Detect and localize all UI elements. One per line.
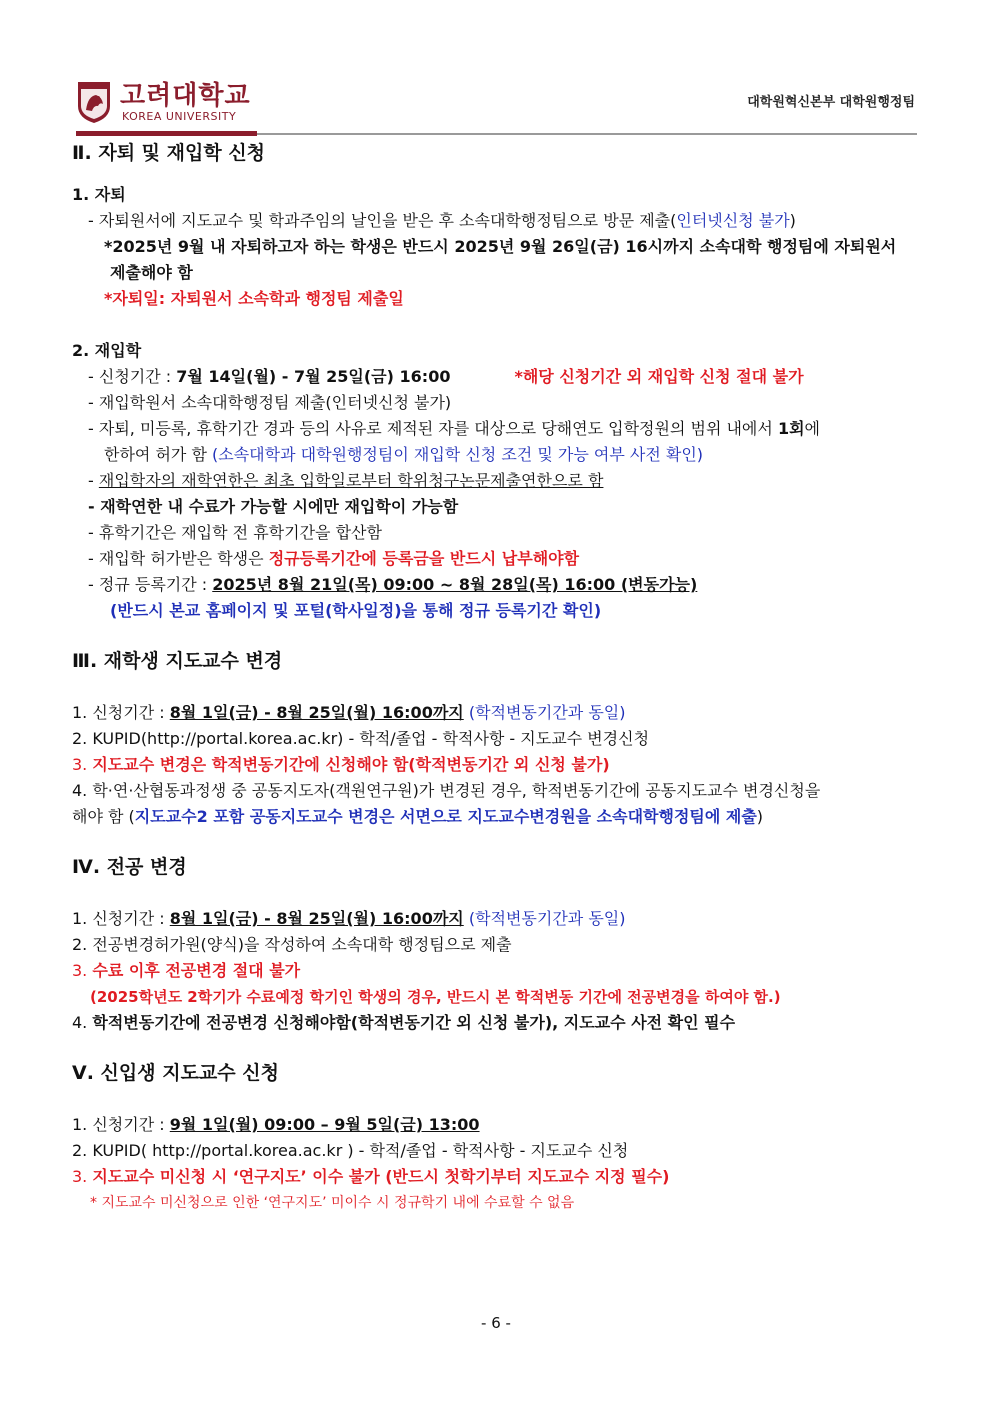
subsection-title-withdrawal: 1. 자퇴: [72, 185, 126, 204]
readmission-line-1: - 신청기간 : 7월 14일(월) - 7월 25일(금) 16:00 *해당 신청기간 외 재입학 신청 절대 불가: [88, 367, 804, 386]
section-title-major-change: Ⅳ. 전공 변경: [72, 856, 187, 878]
advisor-change-line-1: 1. 신청기간 : 8월 1일(금) - 8월 25일(월) 16:00까지 (학적변동기간과 동일): [72, 703, 626, 722]
readmission-line-6: - 재학연한 내 수료가 가능할 시에만 재입학이 가능함: [88, 497, 459, 516]
section-title-advisor-change: Ⅲ. 재학생 지도교수 변경: [72, 650, 283, 672]
withdrawal-line-2: *2025년 9월 내 자퇴하고자 하는 학생은 반드시 2025년 9월 26일(금) 16시까지 소속대학 행정팀에 자퇴원서: [104, 237, 897, 256]
section-title-freshman-advisor: Ⅴ. 신입생 지도교수 신청: [72, 1062, 279, 1084]
major-change-line-5: 4. 학적변동기간에 전공변경 신청해야함(학적변동기간 외 신청 불가), 지도교수 사전 확인 필수: [72, 1013, 736, 1032]
subsection-title-readmission: 2. 재입학: [72, 341, 142, 360]
readmission-line-4: 한하여 허가 함 (소속대학과 대학원행정팀이 재입학 신청 조건 및 가능 여부 사전 확인): [104, 445, 704, 464]
readmission-line-3: - 자퇴, 미등록, 휴학기간 경과 등의 사유로 제적된 자를 대상으로 당해연도 입학정원의 범위 내에서 1회에: [88, 419, 820, 438]
freshman-advisor-line-3: 3. 지도교수 미신청 시 ‘연구지도’ 이수 불가 (반드시 첫학기부터 지도교수 지정 필수): [72, 1167, 670, 1186]
advisor-change-line-3: 3. 지도교수 변경은 학적변동기간에 신청해야 함(학적변동기간 외 신청 불가): [72, 755, 610, 774]
logo-english-text: KOREA UNIVERSITY: [122, 110, 237, 123]
readmission-line-10: (반드시 본교 홈페이지 및 포털(학사일정)을 통해 정규 등록기간 확인): [110, 601, 602, 620]
page-header: [76, 76, 917, 136]
major-change-line-4: (2025학년도 2학기가 수료예정 학기인 학생의 경우, 반드시 본 학적변동 기간에 전공변경을 하여야 함.): [90, 988, 781, 1006]
university-seal-icon: [76, 80, 112, 124]
freshman-advisor-note: * 지도교수 미신청으로 인한 ‘연구지도’ 미이수 시 정규학기 내에 수료할 수 없음: [90, 1195, 575, 1211]
readmission-line-8: - 재입학 허가받은 학생은 정규등록기간에 등록금을 반드시 납부해야함: [88, 549, 580, 568]
freshman-advisor-line-1: 1. 신청기간 : 9월 1일(월) 09:00 – 9월 5일(금) 13:00: [72, 1115, 480, 1134]
advisor-change-line-2: 2. KUPID(http://portal.korea.ac.kr) - 학적/졸업 - 학적사항 - 지도교수 변경신청: [72, 729, 650, 748]
university-logo: [76, 80, 256, 130]
page-number: - 6 -: [481, 1314, 511, 1332]
withdrawal-line-1: - 자퇴원서에 지도교수 및 학과주임의 날인을 받은 후 소속대학행정팀으로 방문 제출(인터넷신청 불가): [88, 211, 796, 230]
advisor-change-line-4: 4. 학·연·산협동과정생 중 공동지도자(객원연구원)가 변경된 경우, 학적변동기간에 공동지도교수 변경신청을: [72, 781, 821, 800]
major-change-line-2: 2. 전공변경허가원(양식)을 작성하여 소속대학 행정팀으로 제출: [72, 935, 512, 954]
logo-korean-text: 고려대학교: [120, 81, 251, 111]
section-title-withdrawal: Ⅱ. 자퇴 및 재입학 신청: [72, 142, 266, 164]
freshman-advisor-line-2: 2. KUPID( http://portal.korea.ac.kr ) - 학적/졸업 - 학적사항 - 지도교수 신청: [72, 1141, 629, 1160]
document-body: [72, 138, 918, 1216]
major-change-line-1: 1. 신청기간 : 8월 1일(금) - 8월 25일(월) 16:00까지 (학적변동기간과 동일): [72, 909, 626, 928]
readmission-line-7: - 휴학기간은 재입학 전 휴학기간을 합산함: [88, 523, 382, 542]
readmission-line-2: - 재입학원서 소속대학행정팀 제출(인터넷신청 불가): [88, 393, 452, 412]
major-change-line-3: 3. 수료 이후 전공변경 절대 불가: [72, 961, 301, 980]
readmission-line-9: - 정규 등록기간 : 2025년 8월 21일(목) 09:00 ~ 8월 28일(목) 16:00 (변동가능): [88, 575, 698, 594]
department-name: 대학원혁신본부 대학원행정팀: [747, 95, 915, 110]
withdrawal-line-4: *자퇴일: 자퇴원서 소속학과 행정팀 제출일: [104, 289, 404, 308]
readmission-line-5: - 재입학자의 재학연한은 최초 입학일로부터 학위청구논문제출연한으로 함: [88, 471, 604, 490]
header-accent-bar: [76, 131, 257, 136]
withdrawal-line-3: 제출해야 함: [110, 263, 193, 282]
advisor-change-line-5: 해야 함 (지도교수2 포함 공동지도교수 변경은 서면으로 지도교수변경원을 소속대학행정팀에 제출): [72, 807, 764, 826]
